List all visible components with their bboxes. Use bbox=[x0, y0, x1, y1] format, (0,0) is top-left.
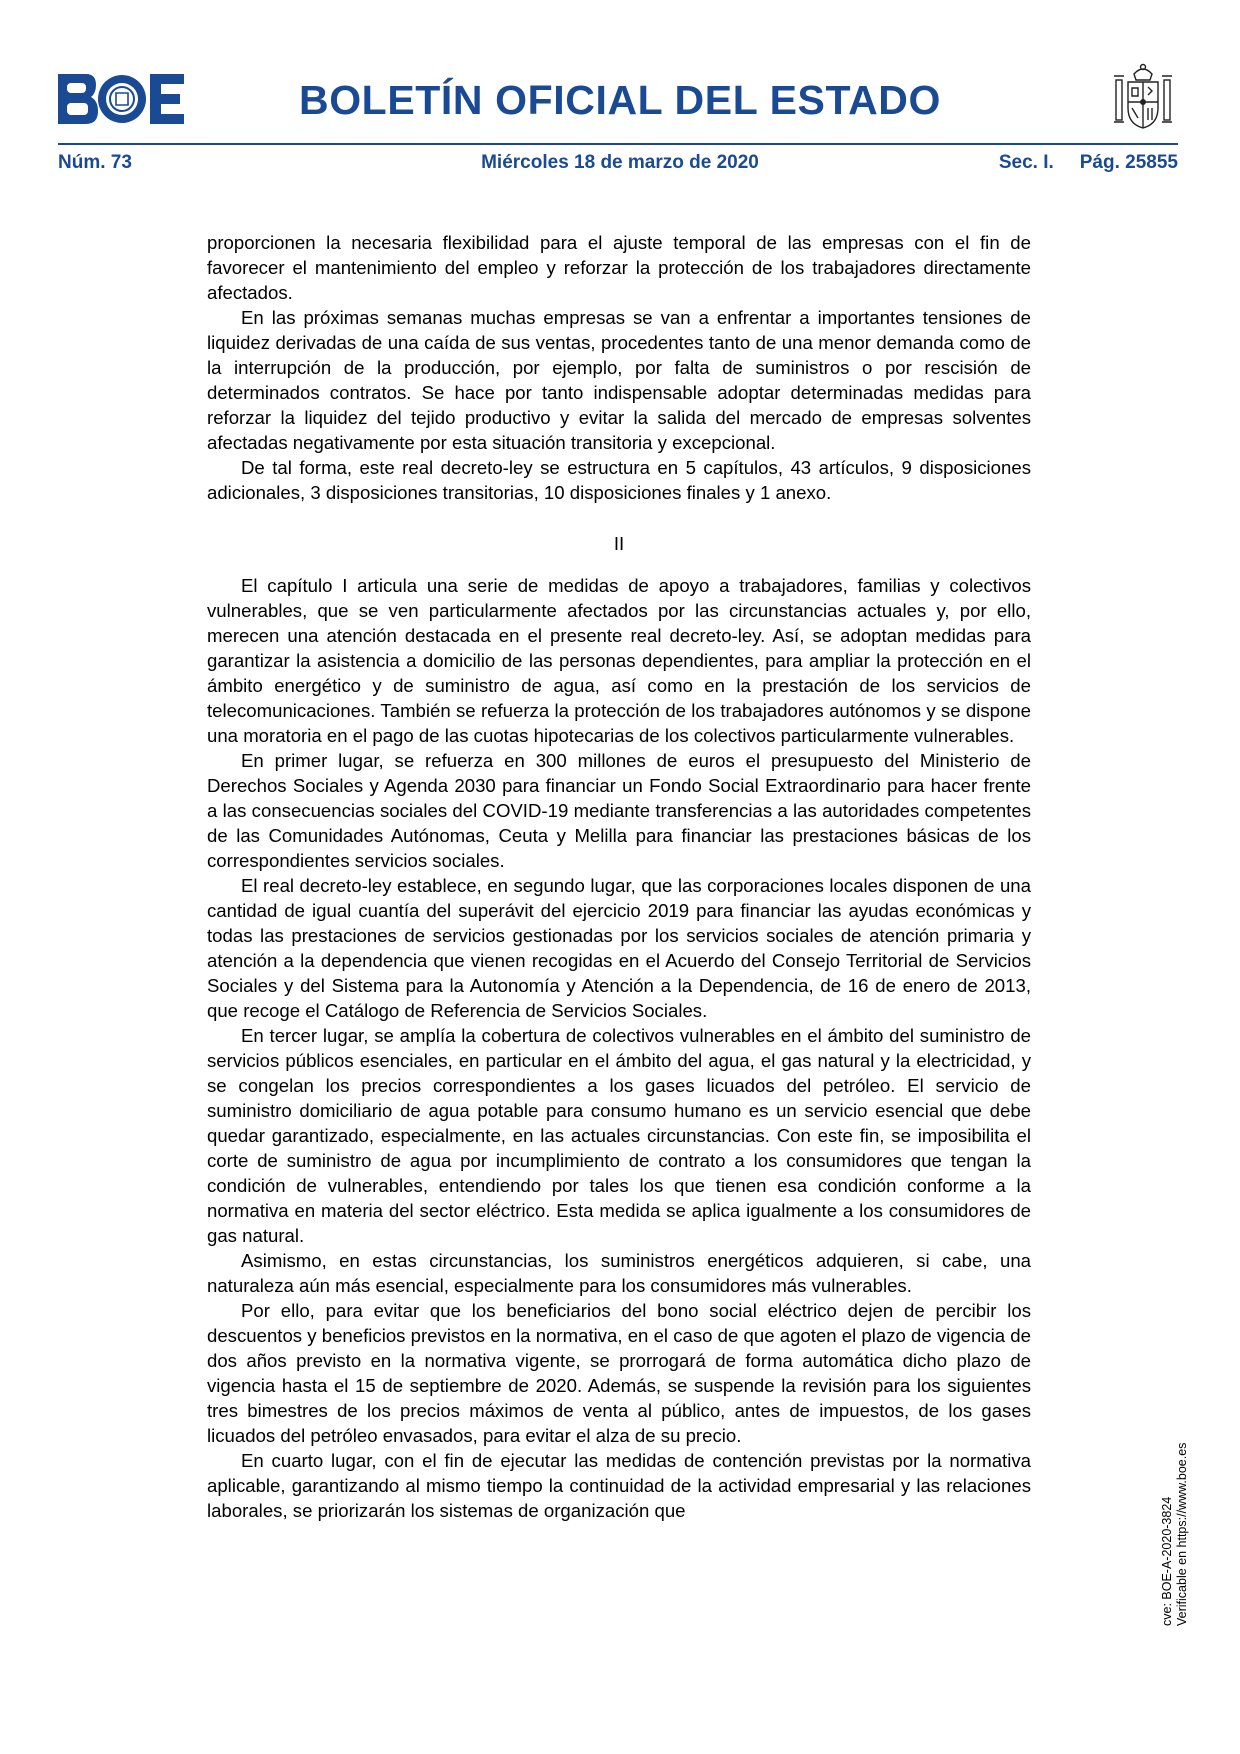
page-number: Pág. 25855 bbox=[1079, 152, 1178, 173]
paragraph: En primer lugar, se refuerza en 300 millones de euros el presupuesto del Ministerio de Derechos Sociales y Agenda 2030 para financiar un Fondo Social Extraordinario para hacer frente a las consecuencias sociales del COVID-19 mediante transferencias a las autoridades competentes de las Comunidades Autónomas, Ceuta y Melilla para financiar las prestaciones básicas de los correspondientes servicios sociales. bbox=[207, 750, 1031, 871]
page-title: BOLETÍN OFICIAL DEL ESTADO bbox=[298, 77, 941, 123]
section-heading: II bbox=[613, 533, 625, 554]
verification-link[interactable]: Verificable en https://www.boe.es bbox=[1175, 1442, 1189, 1626]
paragraph: De tal forma, este real decreto-ley se estructura en 5 capítulos, 43 artículos, 9 disposiciones adicionales, 3 disposiciones transitorias, 10 disposiciones finales y 1 anexo. bbox=[207, 457, 1031, 503]
paragraph: Asimismo, en estas circunstancias, los suministros energéticos adquieren, si cabe, una naturaleza aún más esencial, especialmente para los consumidores más vulnerables. bbox=[207, 1250, 1031, 1296]
issue-date: Miércoles 18 de marzo de 2020 bbox=[481, 152, 759, 173]
paragraph: En cuarto lugar, con el fin de ejecutar las medidas de contención previstas por la normativa aplicable, garantizando al mismo tiempo la continuidad de la actividad empresarial y las relaciones laborales, se priorizarán los sistemas de organización que bbox=[207, 1450, 1031, 1521]
paragraph: En las próximas semanas muchas empresas se van a enfrentar a importantes tensiones de liquidez derivadas de una caída de sus ventas, procedentes tanto de una menor demanda como de la interrupción de la producción, por ejemplo, por falta de suministros o por rescisión de determinados contratos. Se hace por tanto indispensable adoptar determinadas medidas para reforzar la liquidez del tejido productivo y evitar la salida del mercado de empresas solventes afectadas negativamente por esta situación transitoria y excepcional. bbox=[207, 307, 1031, 453]
cve-code: cve: BOE-A-2020-3824 bbox=[1160, 1496, 1174, 1626]
section-page bbox=[999, 152, 1178, 174]
document-body bbox=[207, 230, 1031, 1523]
paragraph: El capítulo I articula una serie de medidas de apoyo a trabajadores, familias y colectivos vulnerables, que se ven particularmente afectados por las circunstancias actuales y, por ello, merecen una atención destacada en el presente real decreto-ley. Así, se adoptan medidas para garantizar la asistencia a domicilio de las personas dependientes, para ampliar la protección en el ámbito energético y de suministro de agua, así como en la prestación de los servicios de telecomunicaciones. También se refuerza la protección de los trabajadores autónomos y se dispone una moratoria en el pago de las cuotas hipotecarias de los colectivos particularmente vulnerables. bbox=[207, 575, 1031, 746]
paragraph: El real decreto-ley establece, en segundo lugar, que las corporaciones locales disponen de una cantidad de igual cuantía del superávit del ejercicio 2019 para financiar las ayudas económicas y todas las prestaciones de servicios gestionadas por los servicios sociales de atención primaria y atención a la dependencia que vienen recogidas en el Acuerdo del Consejo Territorial de Servicios Sociales y del Sistema para la Autonomía y Atención a la Dependencia, de 16 de enero de 2013, que recoge el Catálogo de Referencia de Servicios Sociales. bbox=[207, 875, 1031, 1021]
paragraph: proporcionen la necesaria flexibilidad para el ajuste temporal de las empresas con el fin de favorecer el mantenimiento del empleo y reforzar la protección de los trabajadores directamente afectados. bbox=[207, 232, 1031, 303]
spain-coat-of-arms-icon bbox=[1112, 62, 1174, 139]
paragraph: En tercer lugar, se amplía la cobertura de colectivos vulnerables en el ámbito del suministro de servicios públicos esenciales, en particular en el ámbito del agua, el gas natural y la electricidad, y se congelan los precios correspondientes a los gases licuados del petróleo. El servicio de suministro domiciliario de agua potable para consumo humano es un servicio esencial que debe quedar garantizado, especialmente, en las actuales circunstancias. Con este fin, se imposibilita el corte de suministro de agua por incumplimiento de contrato a los consumidores que tengan la condición de vulnerables, entendiendo por tales los que tienen esa condición conforme a la normativa en materia del sector eléctrico. Esta medida se aplica igualmente a los consumidores de gas natural. bbox=[207, 1025, 1031, 1246]
verification-sidebar bbox=[1160, 1443, 1190, 1626]
paragraph: Por ello, para evitar que los beneficiarios del bono social eléctrico dejen de percibir los descuentos y beneficios previstos en la normativa, en el caso de que agoten el plazo de vigencia de dos años previsto en la normativa vigente, se prorrogará de forma automática dicho plazo de vigencia hasta el 15 de septiembre de 2020. Además, se suspende la revisión para los siguientes tres bimestres de los precios máximos de venta al público, antes de impuestos, de los gases licuados del petróleo envasados, para evitar el alza de su precio. bbox=[207, 1300, 1031, 1446]
header-rule bbox=[58, 143, 1178, 145]
section-label: Sec. I. bbox=[998, 152, 1054, 173]
issue-number: Núm. 73 bbox=[58, 152, 132, 173]
